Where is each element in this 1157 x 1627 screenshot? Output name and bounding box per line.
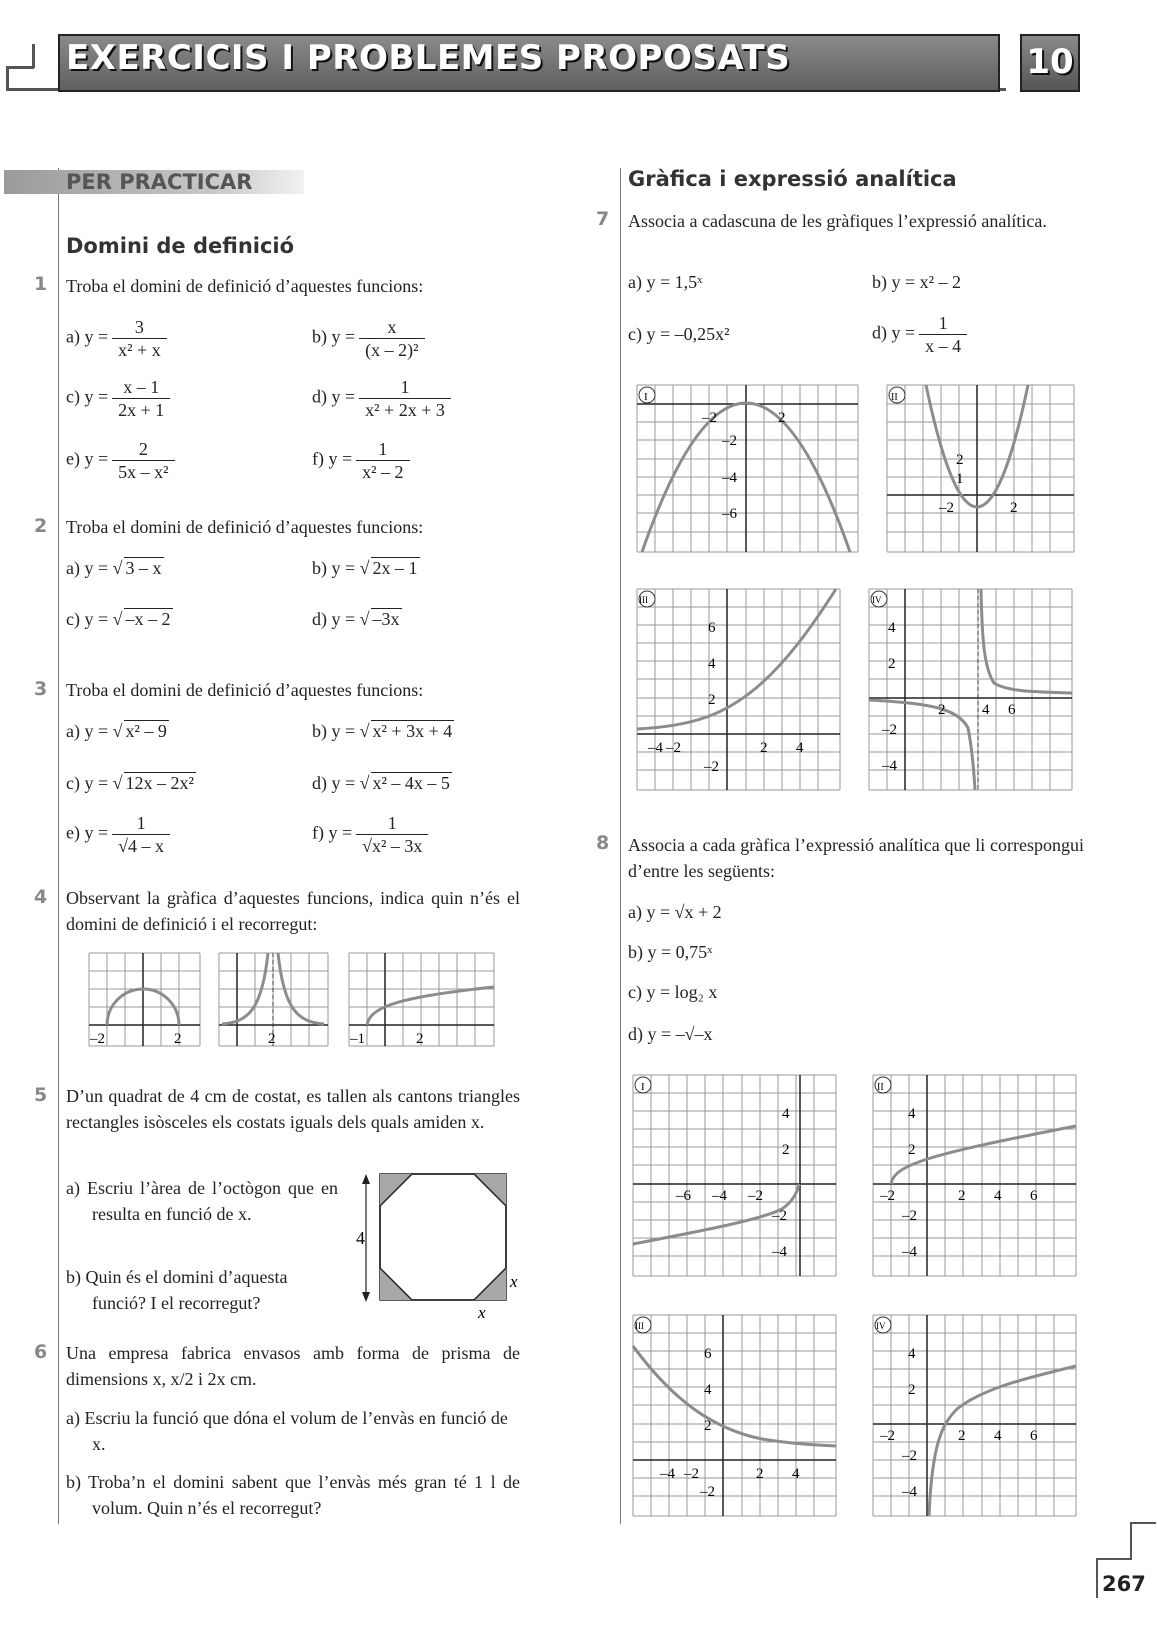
option-8d: d) y = –√–x — [628, 1024, 713, 1044]
tick-label: –2 — [704, 759, 719, 775]
tick-label: 4 — [796, 740, 804, 756]
left-column-rule — [58, 168, 59, 1524]
question-number: 5 — [34, 1084, 48, 1106]
tick-label: –2 — [666, 740, 681, 756]
tick-label: –4 — [660, 1466, 675, 1482]
tick-label: –2 — [939, 500, 954, 516]
tick-label: –6 — [722, 506, 737, 522]
tick-label: 4 — [782, 1106, 790, 1122]
question-text: Observant la gràfica d’aquestes funcions, indica quin n’és el domini de definició i el recorregut: — [66, 888, 520, 934]
option-1f: f) y = $\frac{1}{\text{x² – 2}}$ — [312, 438, 410, 483]
option-1a: a) y = $\frac{3}{\text{x² + x}}$ — [66, 316, 167, 361]
graph-semicircle — [88, 952, 202, 1048]
graph-label: IV — [872, 595, 882, 605]
option-3c: c) y = √ 12x – 2x² — [66, 773, 194, 793]
graph-sqrt — [348, 952, 496, 1048]
tick-label: –1 — [350, 1031, 365, 1047]
tick-label: –6 — [676, 1188, 691, 1204]
tick-label: 1 — [956, 471, 964, 487]
footer-step — [1130, 1522, 1156, 1524]
option-7c: c) y = –0,25x² — [628, 324, 730, 344]
tick-label: 2 — [760, 740, 768, 756]
tick-label: –2 — [902, 1448, 917, 1464]
option-2c: c) y = √ –x – 2 — [66, 609, 171, 629]
header-step — [6, 66, 34, 69]
tick-label: 2 — [1010, 500, 1018, 516]
tick-label: –2 — [748, 1188, 763, 1204]
tick-label: 2 — [958, 1188, 966, 1204]
tick-label: 2 — [708, 692, 716, 708]
tick-label: –2 — [880, 1188, 895, 1204]
graph-label: II — [891, 392, 898, 403]
option-8c: c) y = log₂ x — [628, 982, 718, 1002]
tick-label: 4 — [994, 1188, 1002, 1204]
tick-label: –4 — [902, 1244, 917, 1260]
option-1b: b) y = $\frac{x}{\text{(x – 2)²}}$ — [312, 316, 425, 361]
question-text: Associa a cada gràfica l’expressió analítica que li correspongui d’entre les següents: — [628, 835, 1084, 881]
option-3d: d) y = √ x² – 4x – 5 — [312, 773, 450, 793]
subsection-title: Gràfica i expressió analítica — [628, 167, 957, 191]
tick-label: 2 — [908, 1142, 916, 1158]
footer-step — [1096, 1558, 1098, 1598]
question-part: b) Troba’n el domini sabent que l’envàs més gran té 1 l de volum. Quin n’és el recorregut? — [66, 1472, 520, 1518]
x-label: x — [510, 1272, 518, 1291]
question-number: 4 — [34, 886, 48, 908]
graph-7-IV — [868, 588, 1074, 792]
graph-7-I — [636, 384, 860, 554]
graph-8-II — [872, 1074, 1078, 1278]
graph-label: III — [639, 595, 648, 605]
tick-label: 2 — [956, 452, 964, 468]
tick-label: –4 — [712, 1188, 727, 1204]
tick-label: –4 — [902, 1484, 917, 1500]
graph-7-III — [636, 588, 842, 792]
question-number: 8 — [596, 832, 610, 854]
footer-step — [1130, 1522, 1132, 1560]
right-column-rule — [620, 168, 621, 1524]
option-7a: a) y = 1,5ˣ — [628, 272, 703, 292]
tick-label: 4 — [708, 656, 716, 672]
graph-8-IV — [872, 1314, 1078, 1518]
option-1c: c) y = $\frac{x - 1}{2x + 1}$ — [66, 376, 170, 421]
tick-label: 4 — [908, 1346, 916, 1362]
question-number: 1 — [34, 273, 48, 295]
graph-label: IV — [876, 1321, 886, 1331]
tick-label: 4 — [994, 1428, 1002, 1444]
option-3a: a) y = √ x² – 9 — [66, 721, 167, 741]
tick-label: –4 — [882, 758, 897, 774]
option-8a: a) y = √x + 2 — [628, 902, 722, 922]
question-number: 6 — [34, 1341, 48, 1363]
tick-label: 4 — [792, 1466, 800, 1482]
tick-label: 2 — [704, 1418, 712, 1434]
header-step — [32, 44, 35, 68]
question-number: 3 — [34, 678, 48, 700]
tick-label: 2 — [268, 1031, 276, 1047]
tick-label: –2 — [702, 410, 717, 426]
tick-label: –2 — [90, 1031, 105, 1047]
question-number: 7 — [596, 208, 610, 230]
x-label: x — [478, 1303, 486, 1322]
question-text: Una empresa fabrica envasos amb forma de prisma de dimensions x, x/2 i 2x cm. — [66, 1343, 520, 1389]
tick-label: 6 — [1030, 1188, 1038, 1204]
question-text: Troba el domini de definició d’aquestes funcions: — [66, 517, 424, 537]
option-2a: a) y = √ 3 – x — [66, 558, 162, 578]
tick-label: –4 — [722, 470, 737, 486]
option-3e: e) y = $\frac{1}{√4 - x}$ — [66, 812, 170, 857]
question-part: b) Quin és el domini d’aquesta funció? I el recorregut? — [66, 1267, 288, 1313]
option-8b: b) y = 0,75ˣ — [628, 942, 713, 962]
graph-8-III — [632, 1314, 838, 1518]
tick-label: –2 — [882, 722, 897, 738]
tick-label: –2 — [772, 1208, 787, 1224]
option-7d: d) y = $\frac{1}{x - 4}$ — [872, 312, 967, 357]
graph-8-I — [632, 1074, 838, 1278]
option-1d: d) y = $\frac{1}{\text{x² + 2x + 3}}$ — [312, 376, 451, 421]
question-number: 2 — [34, 515, 48, 537]
option-3f: f) y = $\frac{1}{\text{√x² – 3x}}$ — [312, 812, 428, 857]
tick-label: 2 — [938, 702, 946, 718]
page-number: 267 — [1102, 1572, 1146, 1596]
question-part: a) Escriu la funció que dóna el volum de l’envàs en funció de x. — [66, 1408, 508, 1454]
section-label: PER PRACTICAR — [66, 170, 253, 194]
option-7b: b) y = x² – 2 — [872, 272, 962, 292]
option-1e: e) y = $\frac{2}{\text{5x – x²}}$ — [66, 438, 175, 483]
subsection-title: Domini de definició — [66, 234, 295, 258]
option-3b: b) y = √ x² + 3x + 4 — [312, 721, 453, 741]
page-title: EXERCICIS I PROBLEMES PROPOSATS — [66, 38, 791, 78]
octagon-figure — [350, 1170, 522, 1322]
tick-label: 2 — [416, 1031, 424, 1047]
option-2d: d) y = √ –3x — [312, 609, 400, 629]
question-text: Associa a cadascuna de les gràfiques l’expressió analítica. — [628, 211, 1047, 231]
footer-step — [1096, 1558, 1132, 1560]
tick-label: –2 — [902, 1208, 917, 1224]
tick-label: –2 — [722, 433, 737, 449]
graph-label: III — [635, 1321, 644, 1331]
tick-label: 6 — [1030, 1428, 1038, 1444]
tick-label: 2 — [778, 410, 786, 426]
graph-label: I — [641, 1081, 645, 1093]
graph-asymptote — [218, 952, 330, 1048]
tick-label: 2 — [756, 1466, 764, 1482]
tick-label: –2 — [700, 1484, 715, 1500]
question-text: Troba el domini de definició d’aquestes funcions: — [66, 276, 424, 296]
header-step — [6, 66, 9, 90]
question-part: a) Escriu l’àrea de l’octògon que en resulta en funció de x. — [66, 1178, 338, 1224]
tick-label: 6 — [704, 1346, 712, 1362]
tick-label: 2 — [174, 1031, 182, 1047]
question-text: Troba el domini de definició d’aquestes funcions: — [66, 680, 424, 700]
tick-label: 2 — [888, 656, 896, 672]
tick-label: –4 — [648, 740, 663, 756]
tick-label: 4 — [908, 1106, 916, 1122]
side-label: 4 — [356, 1228, 365, 1248]
graph-label: II — [877, 1082, 884, 1093]
graph-label: I — [644, 391, 648, 403]
question-text: D’un quadrat de 4 cm de costat, es tallen als cantons triangles rectangles isòsceles els costats iguals dels quals amiden x. — [66, 1086, 520, 1132]
tick-label: –2 — [880, 1428, 895, 1444]
graph-7-II — [886, 384, 1076, 554]
tick-label: 2 — [782, 1142, 790, 1158]
tick-label: –4 — [772, 1244, 787, 1260]
tick-label: 4 — [982, 702, 990, 718]
tick-label: –2 — [684, 1466, 699, 1482]
option-2b: b) y = √ 2x – 1 — [312, 558, 418, 578]
tick-label: 4 — [888, 620, 896, 636]
tick-label: 4 — [704, 1382, 712, 1398]
tick-label: 2 — [958, 1428, 966, 1444]
tick-label: 6 — [708, 620, 716, 636]
tick-label: 2 — [908, 1382, 916, 1398]
tick-label: 6 — [1008, 702, 1016, 718]
chapter-number: 10 — [1020, 34, 1080, 92]
